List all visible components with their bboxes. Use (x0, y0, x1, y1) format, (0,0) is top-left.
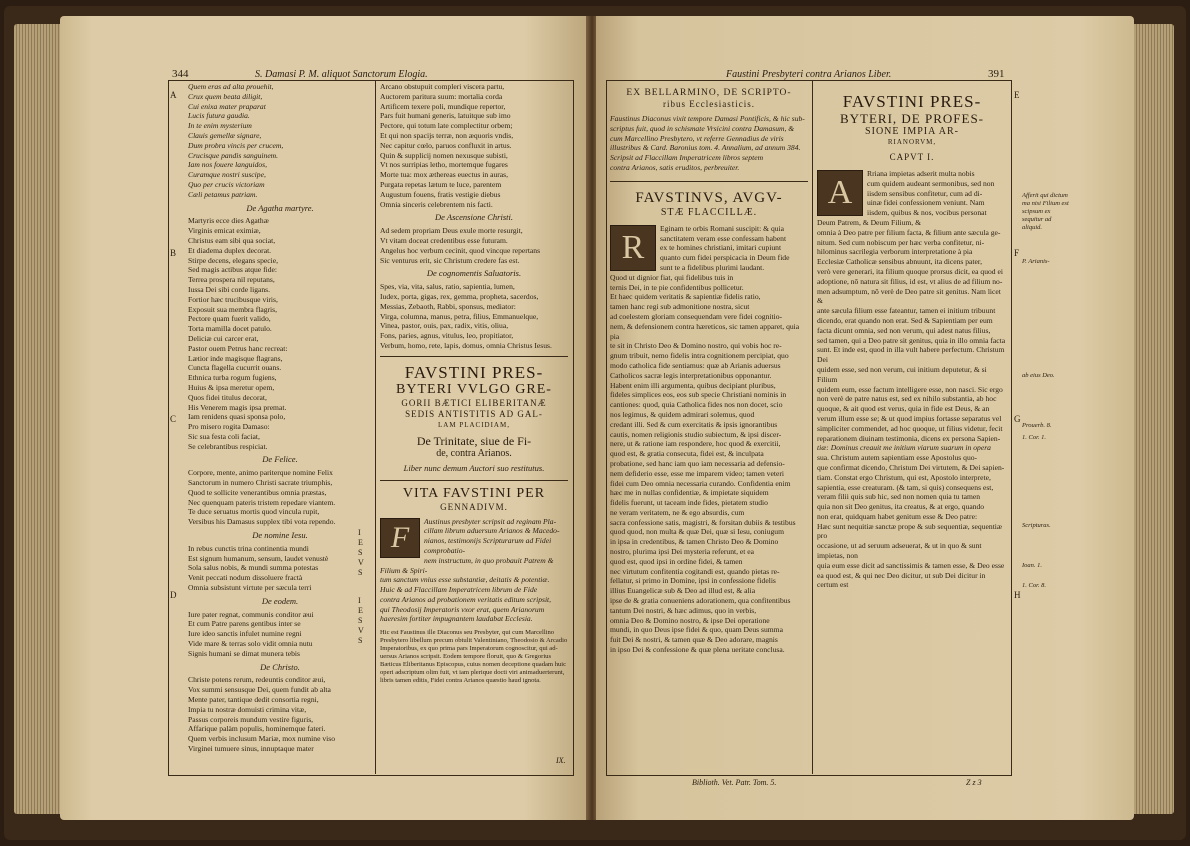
verse-line: Affarique palàm populis, hominemque fateri. (188, 724, 326, 734)
text-line: sapientia, esse creaturam. (& tam, si quis) consequens est, (817, 482, 994, 492)
verse-line: Se celebrantibus respiciat. (188, 441, 268, 451)
text-line: verum illum esse se; & ut quod impius fortasse separatus vel (817, 413, 1002, 423)
verse-line: Quin & supplicij nomen nexusque subisti, (380, 150, 508, 160)
section-rule (610, 181, 808, 182)
text-line: Presbytero libellum precum obtulit Valentiniano, Theodosio & Arcadio (380, 637, 568, 645)
text-line: occasione, ut ad seruum adseuerat, & ut in quo & sunt impietas, non (817, 541, 982, 561)
letter-title: STÆ FLACCILLÆ. (660, 206, 758, 218)
acrostic-letter: S (358, 616, 363, 625)
left-page (60, 16, 588, 820)
verse-line: Dum probra vincis per crucem, (188, 140, 284, 150)
text-line: libris tamen editis, Fidei contra Arianos quæstio haud ignota. (380, 677, 541, 685)
letter-title: FAVSTINVS, AVGV- (635, 189, 783, 206)
chapter-title-line: BYTERI, DE PROFES- (839, 111, 985, 126)
verse-line: Ad sedem propriam Deus exule morte resurgit, (380, 226, 523, 236)
text-line: quod est, quod ipsi in ordine fidei, & tamen (610, 556, 743, 566)
bellarmino-text (610, 114, 808, 173)
verse-line: Exposuit sua membra flagris, (188, 304, 277, 314)
heading-agatha: De Agatha martyre. (246, 202, 314, 213)
acrostic-letter: I (358, 596, 361, 605)
verse-line: Christus eam sibi qua sociat, (188, 235, 276, 245)
margin-letter-b: B (170, 248, 177, 258)
right-column-1 (610, 82, 808, 772)
text-line: ad coelestem gloriam consequendam vere fidei cognitio- (610, 311, 783, 321)
text-line: iisdem sensibus confitetur, cum ad di- (867, 188, 983, 198)
verse-line: Pro misero rogita Damaso: (188, 422, 270, 432)
text-line: illustribus & Card. Baronius tom. 4. Annalium, ad annum 384. (610, 143, 801, 153)
verse-line: Mente pater, tantique dedit consortia regni, (188, 695, 319, 705)
verse-line: Virginis emicat eximiæ, (188, 226, 261, 236)
title-line: FAVSTINI PRES- (404, 362, 544, 382)
text-line: Habent enim illi argumenta, quibus decipiant pluribus, (610, 380, 776, 390)
text-line: simpliciter commendet, ad hoc quoque, ut filius videtur, fecit (817, 423, 1003, 433)
text-line: que confirmat dicendo, Christum Dei virtutem, & Dei sapien- (817, 462, 1005, 472)
verse-line: Omnia sinceris celebrentem nis facti. (380, 199, 493, 209)
text-line: nianos, testimonijs Scripturarum ad Fidei comprobatio- (424, 536, 552, 555)
text-line: sed tamen, qui a Deo patre sit genitus, quia in illo omnia facta (817, 335, 1006, 345)
verse-line: Vt vitam doceat credentibus esse futuram. (380, 235, 508, 245)
verse-line: Quos fidei titulus decorat, (188, 392, 267, 402)
text-line: omnia Deo & Domino nostro, & ipse Dei operatione (610, 615, 770, 625)
hymn-cross-stanzas (188, 82, 372, 200)
verse-line: Crucisque pandis sanguinem. (188, 150, 279, 160)
verse-line: Fortior hæc trucibusque viris, (188, 294, 278, 304)
text-line: credant illi. Sed & cum exercitatis & ipsis ignorantibus (610, 419, 778, 429)
text-line: quoque, & ait quod est verus, quia in fide est Deus, & an (817, 404, 990, 414)
text-line: qui Theodosij Imperatoris vxor erat, quem Arianorum (380, 604, 545, 614)
text-line: nem instructum, in quo probauit Patrem & Filium & Spiri- (380, 555, 554, 575)
text-line: Catholicos sacræ legis interpretationibus opponantur. (610, 370, 772, 380)
verse-line: Et qui non spacijs terræ, non æquoris vndis, (380, 130, 514, 140)
text-line: tiæ: Dominus creauit me initium viarum suarum in opera (817, 443, 991, 453)
text-line: quia non sit Deo genitus, ita creatus, & at ergo, quando (817, 502, 985, 512)
verse-line: Virga, columna, manus, petra, filius, Emmanuelque, (380, 311, 539, 321)
text-line: Huic & ad Flaccillam Imperatricem librum de Fide (380, 585, 538, 595)
verse-line: Fons, paries, agnus, vitulus, leo, propitiator, (380, 331, 514, 341)
chapter-title-line: RIANORVM, (887, 138, 937, 146)
verse-line: Cæli petamus patriam. (188, 189, 258, 199)
verse-line: Clauis gemellæ signare, (188, 130, 262, 140)
left-column-rule (375, 80, 376, 774)
verse-line: Torta mamilla docet patulo. (188, 324, 272, 334)
text-line: Quod ut dignior fiat, qui fidelibus tuis in (610, 272, 734, 282)
verse-line: Nec capitur cœlo, paruos confluxit in artus. (380, 140, 512, 150)
text-line: ipse de & gratia conueniens adorationem, qua confitentibus (610, 596, 791, 606)
left-head-rule (168, 80, 573, 81)
text-line: quod est, & gratia consecuta, fidei est, & inculpata (610, 449, 764, 459)
left-running-head: S. Damasi P. M. aliquot Sanctorum Elogia. (255, 69, 428, 80)
verse-line: Spes, via, vita, salus, ratio, sapientia, lumen, (380, 282, 515, 292)
margin-letter-h: H (1014, 590, 1021, 600)
verse-line: Auctorem paritura suum: mortalia corda (380, 91, 503, 101)
verse-line: Corpore, mente, animo pariterque nomine Felix (188, 468, 333, 478)
text-line: nostro, plurima ipsi Dei mysteria referunt, et ea (610, 547, 755, 557)
text-line: quidem esse, sed non verum, cui initium deputetur, & si Filium (817, 364, 987, 384)
verse-line: Pars fuit humani generis, latuitque sub imo (380, 111, 511, 121)
vita-dropcap: F (380, 518, 420, 558)
text-line: nere, ut & ratione iam respondere, hoc quod & exercitii, (610, 439, 781, 449)
poem-agatha (188, 216, 372, 451)
text-line: scriptus fuit, quod in schismate Vrsicini contra Damasum, & (610, 123, 795, 133)
text-line: verò vere generari, ita filium quoque prorsus dicit, ea quod ei (817, 266, 1003, 276)
verse-line: Iudex, porta, gigas, rex, gemma, propheta, sacerdos, (380, 291, 539, 301)
text-line: gnum tribuit, nemo fidelis intra cognitionem percipiat, quo (610, 351, 789, 361)
text-line: quod quod, non multa & quæ Dei, quæ si Iesu, coniugum (610, 527, 785, 537)
poem-christo-continued (380, 82, 568, 209)
acrostic-letter: E (358, 538, 363, 547)
text-line: mundi, in quo Deus ipse fidei & quo, quam Deus summa (610, 625, 783, 635)
right-page-number: 391 (988, 68, 1005, 80)
acrostic-iesus-2 (358, 596, 368, 646)
text-line: Deum Patrem, & Deum Filium, & (817, 217, 921, 227)
text-line: tamen hanc regi sub admonitione nostra, sicut (610, 302, 750, 312)
verse-line: Est signum humanum, sensum, laudet venustè (188, 553, 329, 563)
right-column-2 (817, 82, 1007, 772)
margin-note: Ioan. 1. (1022, 562, 1043, 569)
verse-line: In te enim mysterium (188, 121, 252, 131)
text-line: sua. Christum autem sapientiam esse Apostolus quo- (817, 453, 978, 463)
subtitle-line: de, contra Arianos. (436, 447, 512, 459)
text-line: illius Euangelicæ sub & Deo ad illud est, & alia (610, 586, 756, 596)
text-line: nem, & defensionem contra hæreticos, sic tamen apparet, quia pia (610, 321, 800, 341)
text-line: cum Marcellino Presbytero, vt referre Gennadius de viris (610, 133, 784, 143)
text-line: ante sæcula filium esse fateantur, tamen ei initium tribuunt (817, 306, 996, 316)
letter-dropcap: R (610, 225, 656, 271)
text-line: nem defiderio esse, esse me imparem video; tamen veteri (610, 468, 784, 478)
text-line: fidelis fuerunt, ut taceam inde fides, pietatem studio (610, 498, 768, 508)
vita-title: GENNADIVM. (440, 501, 508, 512)
margin-letter-g: G (1014, 414, 1021, 424)
vita-text (380, 517, 568, 625)
acrostic-iesus-1 (358, 528, 368, 578)
verse-line: Impia tu nostræ domuisti crimina vitæ, (188, 704, 307, 714)
verse-line: Quo per crucis victoriam (188, 179, 265, 189)
text-line: contra Arianos, satis eruditos, perbreuiter. (610, 162, 740, 172)
acrostic-letter: S (358, 548, 363, 557)
margin-note: 1. Cor. 1. (1022, 434, 1047, 441)
text-line: Imperatoribus, ex quo prima pars Imperatorum cognoscitur, qui ad- (380, 645, 558, 653)
text-line: sunt. Et inde est, quod in illa vult habere perfectum. Christum Dei (817, 345, 1005, 365)
verse-line: Curamque nostri suscipe, (188, 170, 266, 180)
text-line: nec virtutum confitentia cogitandi est, quando pietas re- (610, 566, 780, 576)
text-line: fuit Dei & nostri, & tamen quæ & Deo adorare, magnis (610, 635, 778, 645)
acrostic-letter: S (358, 636, 363, 645)
acrostic-letter: S (358, 568, 363, 577)
text-line: ne veram veritatem, ne & ego absurdis, cum (610, 507, 745, 517)
verse-line: Iam renidens quasi sponsa polo, (188, 412, 286, 422)
text-line: in ipsa in credentibus, & tamen Christo Deo & Domino (610, 537, 779, 547)
text-line: ternis Dei, in te pie confidentibus pollicetur. (610, 282, 744, 292)
title-line: LAM PLACIDIAM, (438, 420, 510, 429)
verse-line: Vinea, pastor, ouis, pax, radix, vitis, oliua, (380, 321, 509, 331)
margin-note: ab eius Deo. (1022, 372, 1055, 379)
text-line: nitum. Sed cum nobiscum per hæc verba confitetur, ni- (817, 237, 985, 247)
acrostic-letter: I (358, 528, 361, 537)
text-line: fidei cum Deo omnia necessaria curando. Confidentia enim (610, 478, 791, 488)
left-column-2 (380, 82, 568, 772)
heading-christo: De Christo. (260, 661, 300, 672)
text-line: omnia à Deo patre per filium facta, & filium ante sæcula ge- (817, 227, 1001, 237)
bellarmino-title: ribus Ecclesiasticis. (663, 99, 755, 109)
margin-note: P. Arianis- (1022, 258, 1050, 265)
text-line: modo catholica fide sentiamus: quæ ab Arianis aduersus (610, 360, 781, 370)
verse-line: Omnia subsistunt virtute per sæcula terri (188, 583, 312, 593)
poem-ascensione (380, 226, 568, 265)
verse-line: Venit peccati nodum dissoluere fractà (188, 573, 303, 583)
text-line: non erat, quidquam habet genitum esse & Deo patre: (817, 511, 978, 521)
title-line: GORII BÆTICI ELIBERITANÆ (401, 397, 547, 408)
heading-nomine-iesu: De nomine Iesu. (252, 530, 308, 541)
poem-christo (188, 675, 372, 753)
verse-line: Ethnica turba rogum fugiens, (188, 373, 277, 383)
text-line: reparationem diuinam testimonia, dicens ex persona Sapien- (817, 433, 1001, 443)
right-page (596, 16, 1134, 820)
text-line: uersus Arianos scripsit. Eodem tempore floruit, quo & Gregorius (380, 653, 552, 661)
text-line: Ecclesiæ Catholicæ sensibus abnuunt, ita dicens pater, (817, 257, 983, 267)
bellarmino-title: EX BELLARMINO, DE SCRIPTO- (626, 88, 792, 98)
text-line: fideles simplices eos, eos sub specie Christiani nominis in (610, 390, 787, 400)
text-line: te sit in Christo Deo & Domino nostro, qui vobis hoc re- (610, 341, 782, 351)
verse-line: Deliciæ cui carcer erat, (188, 333, 259, 343)
text-line: cillam librum aduersum Arianos & Macedo- (424, 526, 560, 536)
left-footer-signature: IX. (556, 756, 566, 765)
heading-cognomentis: De cognomentis Saluatoris. (426, 268, 522, 279)
page-edges-left (14, 24, 60, 814)
page-edges-right (1134, 24, 1174, 814)
text-line: ex te homines christiani, imitari cupiunt (660, 243, 782, 253)
text-line: hilominus sacrilegia verborum interpretatione à pia (817, 247, 973, 257)
work-title-block (380, 363, 568, 474)
poem-nomine-iesu (188, 544, 372, 593)
text-line: Scripsit ad Flaccillam Imperatricem libros septem (610, 153, 764, 163)
right-column-rule (812, 80, 813, 774)
right-footer-signature: Biblioth. Vet. Patr. Tom. 5. (692, 778, 777, 787)
verse-line: Cui enixa mater praparat (188, 101, 266, 111)
text-line: in ipso Dei & confessione & quæ plena ueritate conclusa. (610, 645, 785, 655)
verse-line: Vox summi sensusque Dei, quem fundit ab alta (188, 685, 331, 695)
chapter-title-line: FAVSTINI PRES- (842, 92, 982, 111)
verse-line: Pectore, qui totum late complectitur orbem; (380, 121, 513, 131)
poem-cognomentis (380, 282, 568, 351)
verse-line: Verbum, homo, rete, lapis, domus, omnia Christus Iesus. (380, 340, 552, 350)
text-line: ea quod est, & qui nec Deo dicitur, ut sub Dei dicitur in certum est (817, 570, 986, 590)
verse-line: Stirpe decens, elegans specie, (188, 255, 279, 265)
verse-line: Christe potens rerum, redeuntis conditor æui, (188, 675, 326, 685)
verse-line: Iure ideo sanctis infulet numine regni (188, 629, 302, 639)
verse-line: Vide mare & terras solo vidit omnia nutu (188, 639, 313, 649)
text-line: haeresim fortiter impugnantem laudabat Ecclesia. (380, 614, 533, 624)
text-line: nos legimus, & quidem admirari solemus, quod (610, 409, 755, 419)
verse-line: Passus corporeis mundum vestire figuris, (188, 714, 314, 724)
text-line: cum quidem audeant sermonibus, sed non (867, 178, 995, 188)
text-line: quia eum esse dicit ad sanctissimis & tamen esse, & Deo esse (817, 560, 1005, 570)
text-line: facta dicunt omnia, sed non verum, qui adest natus filius, (817, 325, 991, 335)
text-line: quanto cum fidei perspicacia in Deum fide (660, 253, 790, 263)
text-line: Hic est Faustinus ille Diaconus seu Presbyter, qui cum Marcellino (380, 629, 555, 637)
section-rule (380, 356, 568, 357)
verse-line: Iussa Dei sibi corde ligans. (188, 284, 271, 294)
margin-letter-d: D (170, 590, 177, 600)
verse-line: Purgata repetas lætum te luce, parentem (380, 179, 502, 189)
margin-note: Afferit qui dictum ma nisi Filium est scipsum ex sequitur ad aliquid. (1022, 192, 1069, 231)
verse-line: In rebus cunctis trina continentia mundi (188, 543, 309, 553)
verse-line: Sola salus nobis, & mundi summa potestas (188, 563, 319, 573)
acrostic-letter: V (358, 626, 364, 635)
verse-line: Te duce seruatus mortis quod vincula rupit, (188, 507, 320, 517)
verse-line: Arcano obstupuit compleri viscera partu, (380, 82, 505, 91)
verse-line: Angelus hoc verbum cecinit, quod vincque repertans (380, 245, 541, 255)
verse-line: Et diadema duplex decorat. (188, 245, 272, 255)
margin-letter-c: C (170, 414, 177, 424)
text-line: Hæc sunt nequitiæ sanctæ prope & sub sequentiæ, sequentiæ pro (817, 521, 1002, 541)
verse-line: Messias, Zebaoth, Rabbi, sponsus, mediator: (380, 301, 516, 311)
text-line: fellatur, si primo in Domine, ipsi in confessione fidelis (610, 576, 776, 586)
text-line: Austinus presbyter scripsit ad reginam Pla- (424, 516, 557, 526)
verse-line: Et cum Patre parens gentibus inter se (188, 619, 301, 629)
text-line: cantiones: quod, quia Catholica fides nos non docet, scio (610, 400, 783, 410)
verse-line: Pectore quam fuerit valido, (188, 314, 271, 324)
poem-eodem (188, 610, 372, 659)
text-line: contra Arianos ad probationem veritatis editum scripsit, (380, 594, 552, 604)
verse-line: Terrea prospera nil reputans, (188, 275, 275, 285)
verse-line: Pastor ouem Petrus hanc recreat: (188, 343, 288, 353)
right-running-head: Faustini Presbyteri contra Arianos Liber. (726, 69, 892, 80)
text-line: operi adscriptum olim fuit, vt iam plerique docti viri animaduerterunt, (380, 669, 565, 677)
text-line: men adsumptum, nō verè de Deo patre sit genitus. Nam licet & (817, 286, 1001, 306)
text-line: probatione, sed hanc iam quo iam necessaria ad defensio- (610, 458, 785, 468)
heading-ascensione: De Ascensione Christi. (435, 212, 513, 223)
poem-felix (188, 468, 372, 527)
text-line: Rriana impietas adserit multa nobis (867, 169, 975, 178)
title-note: Liber nunc demum Auctori suo restitutus. (403, 462, 545, 473)
text-line: adoptione, nō natura sit filius, id est, vt alius de ad filium no- (817, 276, 1003, 286)
chapter-number: CAPVT I. (889, 152, 935, 162)
text-line: Eginam te orbis Romani suscipit: & quia (660, 223, 785, 233)
verse-line: Lucis futura gaudia. (188, 111, 250, 121)
left-column-1 (188, 82, 372, 772)
verse-line: Augustum fouens, fratis vestigie diebus (380, 189, 501, 199)
text-line: tiam. Constat ergo Christum, qui est, Apostolo interprete, (817, 472, 991, 482)
text-line: cautis, nomen religionis studio subiectum, & ipsi discer- (610, 429, 782, 439)
text-line: Faustinus Diaconus vixit tempore Damasi Pontificis, & hic sub- (610, 114, 805, 123)
verse-line: Quem verbis inclusum Mariæ, mox numine viso (188, 734, 336, 744)
verse-line: Vt nos surripias letho, mortemque fugares (380, 160, 508, 170)
verse-line: Sic sua festa coli faciat, (188, 431, 260, 441)
text-line: dicendo, erat quando non erat. Sed & Sapientiam per eum (817, 315, 993, 325)
margin-letter-e: E (1014, 90, 1020, 100)
text-line: iisdem, quibus & nos, vocibus personat (867, 208, 987, 218)
title-line: SEDIS ANTISTITIS AD GAL- (405, 408, 543, 419)
text-line: non verè de patre natus est, sed ex nihilo substantia, ab hoc (817, 394, 997, 404)
text-line: sacra confessione satis, magistri, & forsitan dubiis & testibus (610, 517, 796, 527)
verse-line: Crux quem beata diligit, (188, 91, 263, 101)
margin-note: Prouerb. 8. (1022, 422, 1052, 429)
acrostic-letter: V (358, 558, 364, 567)
heading-felix: De Felice. (262, 454, 298, 465)
right-head-rule (606, 80, 1011, 81)
text-line: quidem eum, esse factum intelligere esse, non nasci. Sic ergo (817, 384, 1003, 394)
text-line: hæc me in nullas confidentiæ, & impietate siquidem (610, 488, 769, 498)
heading-eodem: De eodem. (261, 595, 299, 606)
acrostic-letter: E (358, 606, 363, 615)
text-line: veram filii quis sub hic, sed non nomen quia tu tamen (817, 492, 981, 502)
text-line: sunt te a fidelibus plurimi laudant. (660, 262, 765, 272)
text-line: Et haec quidem veritatis & sapientiæ fidelis ratio, (610, 292, 761, 302)
verse-line: Signis humani se dimat munera tebis (188, 648, 300, 658)
verse-line: Iure pater regnat, communis conditor æui (188, 609, 314, 619)
text-line: tantum Dei nostri, & hæc adimus, quo in verbis, (610, 605, 757, 615)
verse-line: Morte tua: mox æthereas euectus in auras, (380, 170, 508, 180)
verse-line: Nec quenquam pateris tristem repedare viantem. (188, 497, 336, 507)
verse-line: Martyris ecce dies Agathæ (188, 216, 269, 226)
verse-line: Cuncta flagella cucurrit ouans. (188, 363, 282, 373)
verse-line: Quem eras ad alta prouehit, (188, 82, 274, 91)
margin-letter-a: A (170, 90, 177, 100)
chapter-dropcap: A (817, 170, 863, 216)
left-page-number: 344 (172, 68, 189, 80)
right-footer-mark: Z z 3 (966, 778, 982, 787)
verse-line: Versibus his Damasus supplex tibi vota rependo. (188, 517, 336, 527)
margin-note: Scripturas. (1022, 522, 1051, 529)
text-line: Bæticus Eliberitanus Episcopus, cuius nomen deceptione quadam huic (380, 661, 567, 669)
verse-line: Artificem texere poli, mundique repertor, (380, 101, 506, 111)
subtitle-line: De Trinitate, siue de Fi- (416, 433, 532, 448)
verse-line: Lætior inde magisque flagrans, (188, 353, 283, 363)
verse-line: Sanctorum in numero Christi sacrate triumphis, (188, 478, 333, 488)
chapter-title-line: SIONE IMPIA AR- (865, 126, 959, 137)
verse-line: Iam nos fouere languidos, (188, 160, 268, 170)
chapter-text (817, 169, 1007, 590)
section-rule (380, 480, 568, 481)
vita-title: VITA FAVSTINI PER (402, 485, 546, 501)
letter-text (610, 224, 808, 655)
verse-line: Sed magis actibus atque fide: (188, 265, 277, 275)
title-line: BYTERI VVLGO GRE- (396, 381, 552, 397)
verse-line: His Venerem magis ipsa premat. (188, 402, 287, 412)
text-line: uinæ fidei confessionem veniunt. Nam (867, 198, 985, 208)
verse-line: Virginei tumuere sinus, innuptaque mater (188, 744, 314, 753)
verse-line: Quod te sollicite venerantibus omnia præstas, (188, 487, 327, 497)
verse-line: Sic venturus erit, sic Christum credere fas est. (380, 255, 520, 265)
margin-letter-f: F (1014, 248, 1020, 258)
margin-note: 1. Cor. 8. (1022, 582, 1047, 589)
verse-line: Huius & ipsa meretur opem, (188, 382, 275, 392)
vita-annotation (380, 629, 568, 685)
text-line: tum sanctum vnius esse substantiæ, deitatis & potentiæ. (380, 575, 550, 585)
text-line: sanctitatem veram esse confessam habent (660, 233, 787, 243)
